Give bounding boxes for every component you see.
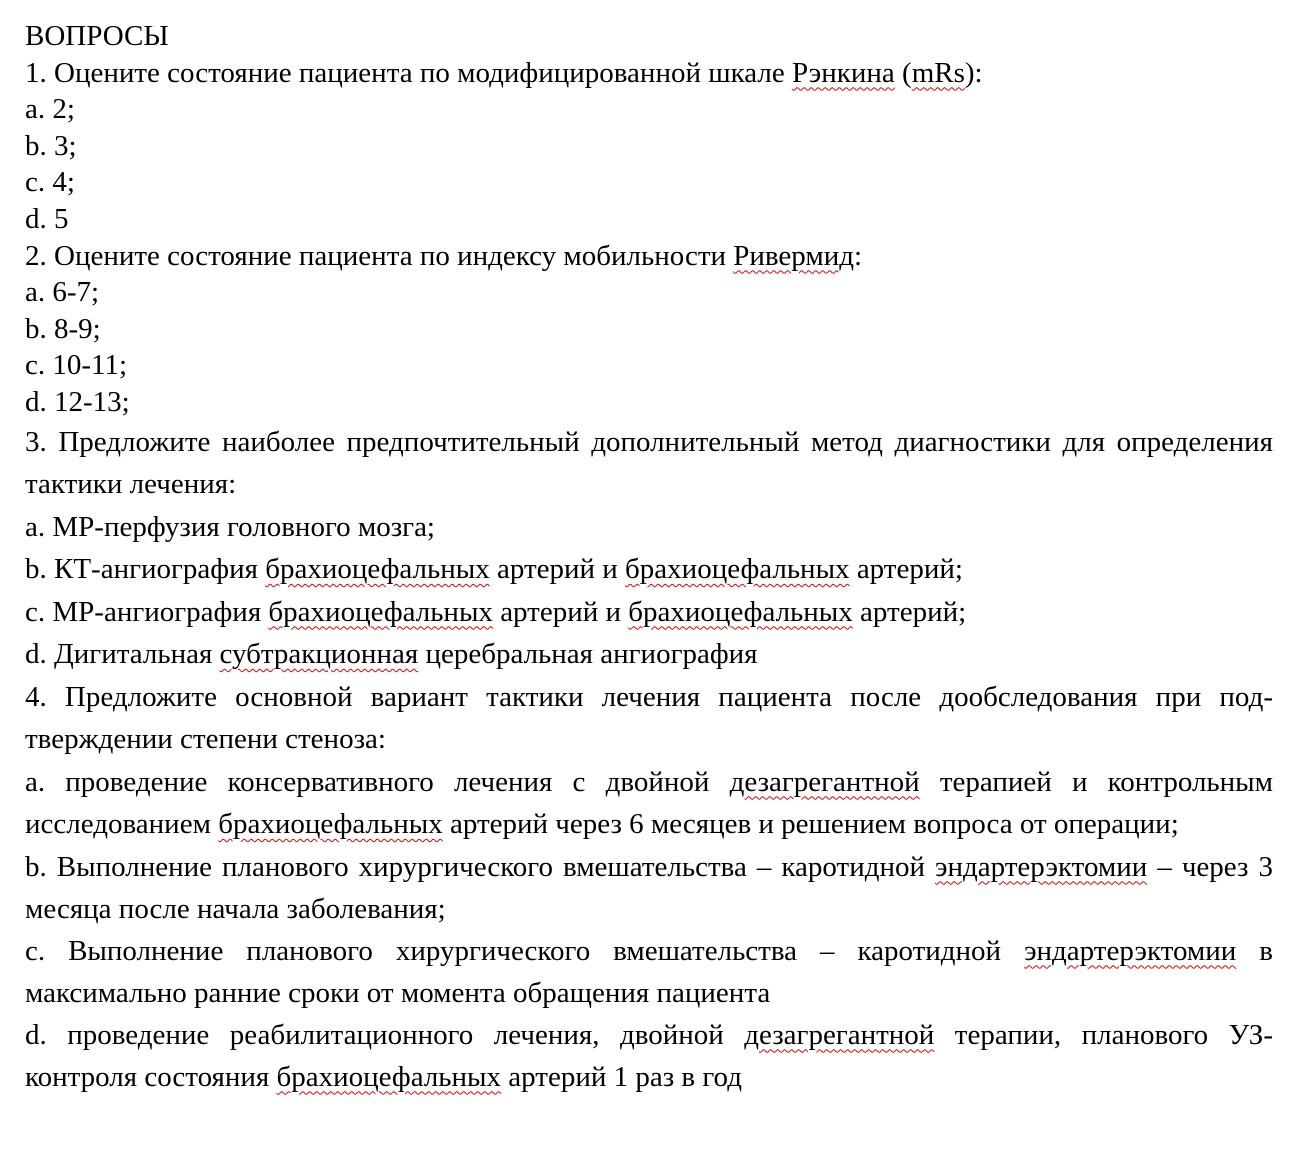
question-4: 4. Предложите основной вариант тактики лечения пациента после дообследования при подтверждении степени стеноза: <box>25 680 1273 756</box>
q2-option-c: c. 10-11; <box>25 349 128 382</box>
q4-option-d: d. проведение реабилитационного лечения, двойной дезагрегантной терапии, планового УЗ-контроля состояния брахиоцефальных артерий 1 раз в год <box>25 1018 1273 1093</box>
document-page <box>25 18 1273 1098</box>
spellcheck-word[interactable]: mRs <box>911 56 965 89</box>
q2-option-a: a. 6-7; <box>25 276 100 309</box>
spellcheck-word[interactable]: Рэнкина <box>791 56 895 89</box>
q3-option-b: b. КТ-ангиография брахиоцефальных артерий и брахиоцефальных артерий; <box>25 553 963 586</box>
q4-option-a: a. проведение консервативного лечения с двойной дезагрегантной терапией и контрольным исследованием брахиоцефальных артерий через 6 месяцев и решением вопроса от операции; <box>25 765 1273 841</box>
spellcheck-word[interactable]: брахиоцефальных <box>628 595 853 628</box>
section-heading: ВОПРОСЫ <box>25 20 169 52</box>
q3-option-c: c. МР-ангиография брахиоцефальных артерий и брахиоцефальных артерий; <box>25 595 967 628</box>
q3-option-d: d. Дигитальная субтракционная церебральная ангиография <box>25 638 758 671</box>
spellcheck-word[interactable]: субтракционная <box>219 638 419 671</box>
q1-option-b: b. 3; <box>25 129 77 162</box>
q4-option-b: b. Выполнение планового хирургического вмешательства – каротидной эндартерэктомии – через 3 месяца после начала заболевания; <box>25 850 1273 925</box>
spellcheck-word[interactable]: Ривермид <box>733 239 854 272</box>
q1-option-c: c. 4; <box>25 166 75 199</box>
q4-option-c: c. Выполнение планового хирургического вмешательства – каротидной эндартерэктомии в максимально ранние сроки от момента обращения пациента <box>25 934 1273 1009</box>
q1-option-a: a. 2; <box>25 93 75 126</box>
spellcheck-word[interactable]: брахиоцефальных <box>268 595 493 628</box>
q1-option-d: d. 5 <box>25 202 69 235</box>
spellcheck-word[interactable]: эндартерэктомии <box>1024 934 1237 967</box>
q2-option-d: d. 12-13; <box>25 385 130 418</box>
spellcheck-word[interactable]: эндартерэктомии <box>935 850 1148 883</box>
spellcheck-word[interactable]: брахиоцефальных <box>265 553 490 586</box>
spellcheck-word[interactable]: дезагрегантной <box>744 1018 935 1051</box>
question-1: 1. Оцените состояние пациента по модифицированной шкале Рэнкина (mRs): <box>25 56 983 89</box>
q2-option-b: b. 8-9; <box>25 312 101 345</box>
spellcheck-word[interactable]: дезагрегантной <box>729 765 920 798</box>
question-2: 2. Оцените состояние пациента по индексу мобильности Ривермид: <box>25 239 863 272</box>
spellcheck-word[interactable]: брахиоцефальных <box>625 553 850 586</box>
spellcheck-word[interactable]: брахиоцефальных <box>218 808 443 841</box>
spellcheck-word[interactable]: брахиоцефальных <box>276 1060 502 1093</box>
q3-option-a: a. МР-перфузия головного мозга; <box>25 510 435 543</box>
question-3: 3. Предложите наиболее предпочтительный дополнительный метод диагностики для определения тактики лечения: <box>25 425 1273 501</box>
